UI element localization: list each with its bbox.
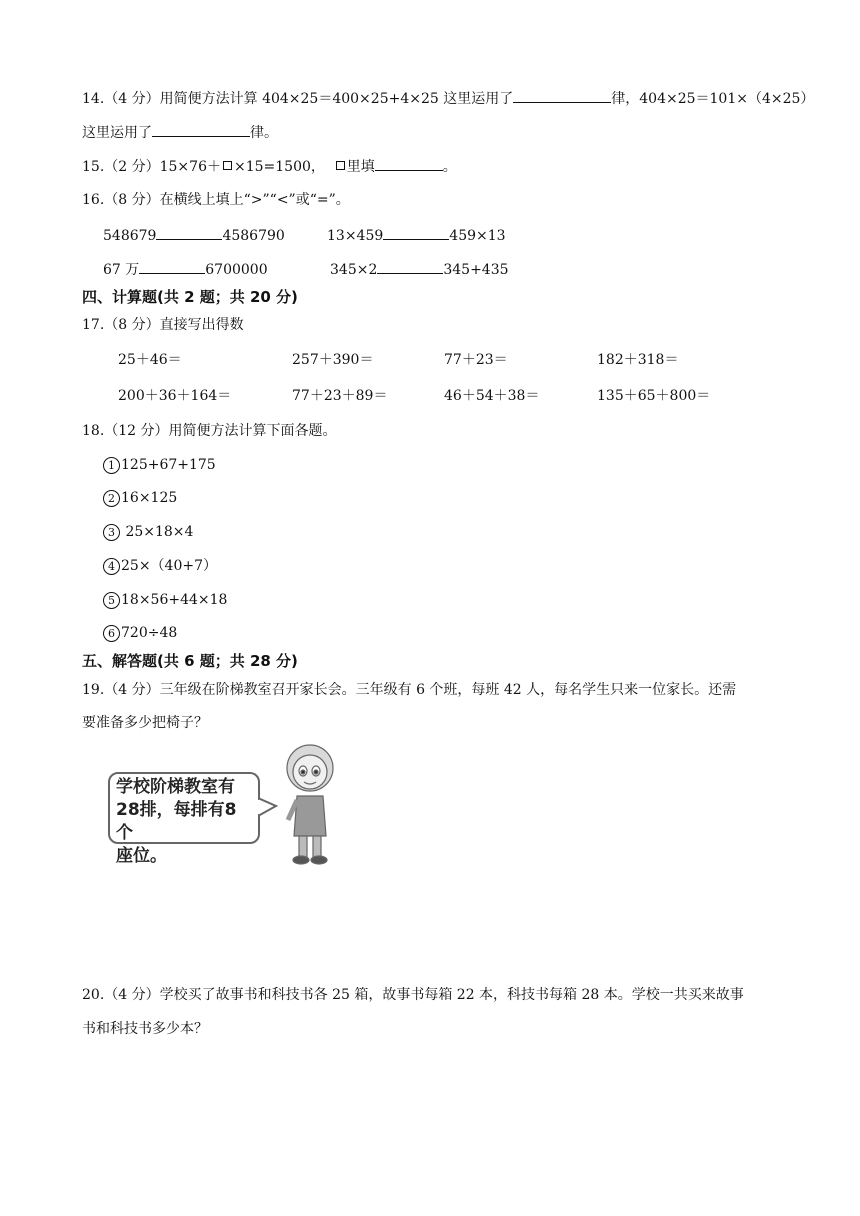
q14-text-c: 这里运用了 bbox=[82, 125, 152, 141]
q18-prompt: 18.（12 分）用简便方法计算下面各题。 bbox=[82, 423, 337, 439]
q16-prompt: 16.（8 分）在横线上填上“>”“<”或“=”。 bbox=[82, 192, 350, 208]
q15-answer-blank[interactable] bbox=[375, 156, 443, 171]
q18-item-3 bbox=[103, 522, 193, 542]
q16-item-3-left: 67 万 bbox=[103, 262, 140, 278]
q15-line bbox=[82, 156, 457, 177]
q18-item-6 bbox=[103, 623, 177, 643]
circled-number: 4 bbox=[103, 558, 120, 575]
q16-item-4-right: 345+435 bbox=[443, 262, 509, 278]
q16-item-3-right: 6700000 bbox=[205, 262, 268, 278]
q18-item-6-expr: 720÷48 bbox=[121, 625, 178, 641]
q18-item-2 bbox=[103, 488, 177, 508]
q17-prompt: 17.（8 分）直接写出得数 bbox=[82, 317, 244, 333]
q18-item-5 bbox=[103, 590, 227, 610]
q18-item-2-expr: 16×125 bbox=[121, 490, 178, 506]
circled-number: 6 bbox=[103, 625, 120, 642]
q18-item-3-expr: 25×18×4 bbox=[121, 524, 194, 540]
q16-item-1-right: 4586790 bbox=[222, 228, 285, 244]
square-box-icon bbox=[336, 161, 345, 170]
q18-item-4-expr: 25×（40+7） bbox=[121, 558, 217, 574]
q15-text-d: 。 bbox=[442, 159, 457, 175]
q16-item-1-blank[interactable] bbox=[156, 225, 222, 240]
q16-item-4 bbox=[330, 259, 509, 280]
q19-line2: 要准备多少把椅子？ bbox=[82, 715, 208, 731]
q14-line2 bbox=[82, 122, 278, 143]
q18-item-5-expr: 18×56+44×18 bbox=[121, 592, 228, 608]
section4-heading: 四、计算题(共 2 题；共 20 分) bbox=[82, 288, 298, 306]
q17-r1c3: 77＋23＝ bbox=[444, 352, 508, 368]
circled-number: 1 bbox=[103, 457, 120, 474]
q18-item-4 bbox=[103, 556, 217, 576]
q15-text-a: 15.（2 分）15×76＋ bbox=[82, 159, 221, 175]
q16-item-2-blank[interactable] bbox=[383, 225, 449, 240]
q14-text-b: 律，404×25＝101×（4×25） bbox=[611, 91, 815, 107]
q16-item-2-right: 459×13 bbox=[449, 228, 506, 244]
q15-text-c: 里填 bbox=[346, 159, 375, 175]
q16-item-4-left: 345×2 bbox=[330, 262, 378, 278]
q16-item-1 bbox=[103, 225, 285, 246]
q14-line1 bbox=[82, 88, 814, 109]
square-box-icon bbox=[223, 161, 232, 170]
q17-r2c4: 135＋65＋800＝ bbox=[597, 388, 711, 404]
q14-text-a: 14.（4 分）用简便方法计算 404×25＝400×25+4×25 这里运用了 bbox=[82, 91, 514, 107]
q18-item-1 bbox=[103, 455, 216, 475]
q16-item-3 bbox=[103, 259, 268, 280]
q16-item-1-left: 548679 bbox=[103, 228, 157, 244]
circled-number: 2 bbox=[103, 490, 120, 507]
q17-r1c1: 25＋46＝ bbox=[118, 352, 182, 368]
q17-r1c2: 257＋390＝ bbox=[292, 352, 374, 368]
q16-item-4-blank[interactable] bbox=[377, 259, 443, 274]
q17-r2c3: 46＋54＋38＝ bbox=[444, 388, 540, 404]
q16-item-2-left: 13×459 bbox=[327, 228, 384, 244]
q19-line1: 19.（4 分）三年级在阶梯教室召开家长会。三年级有 6 个班，每班 42 人，每名学生只来一位家长。还需 bbox=[82, 682, 737, 698]
q17-r1c4: 182＋318＝ bbox=[597, 352, 679, 368]
speech-bubble: 学校阶梯教室有 28排，每排有8个 座位。 bbox=[108, 772, 260, 844]
q20-line1: 20.（4 分）学校买了故事书和科技书各 25 箱，故事书每箱 22 本，科技书每箱 28 本。学校一共买来故事 bbox=[82, 987, 744, 1003]
circled-number: 3 bbox=[103, 524, 120, 541]
child-illustration bbox=[270, 740, 350, 870]
q16-item-2 bbox=[327, 225, 506, 246]
q14-answer-blank-2[interactable] bbox=[152, 122, 250, 137]
q20-line2: 书和科技书多少本？ bbox=[82, 1021, 208, 1037]
section5-heading: 五、解答题(共 6 题；共 28 分) bbox=[82, 652, 298, 670]
q18-item-1-expr: 125+67+175 bbox=[121, 457, 216, 473]
q15-text-b: ×15=1500， bbox=[233, 159, 325, 175]
q17-r2c1: 200＋36＋164＝ bbox=[118, 388, 232, 404]
q17-r2c2: 77＋23＋89＝ bbox=[292, 388, 388, 404]
q16-item-3-blank[interactable] bbox=[139, 259, 205, 274]
q14-answer-blank-1[interactable] bbox=[513, 88, 611, 103]
q14-text-d: 律。 bbox=[250, 125, 278, 141]
circled-number: 5 bbox=[103, 592, 120, 609]
